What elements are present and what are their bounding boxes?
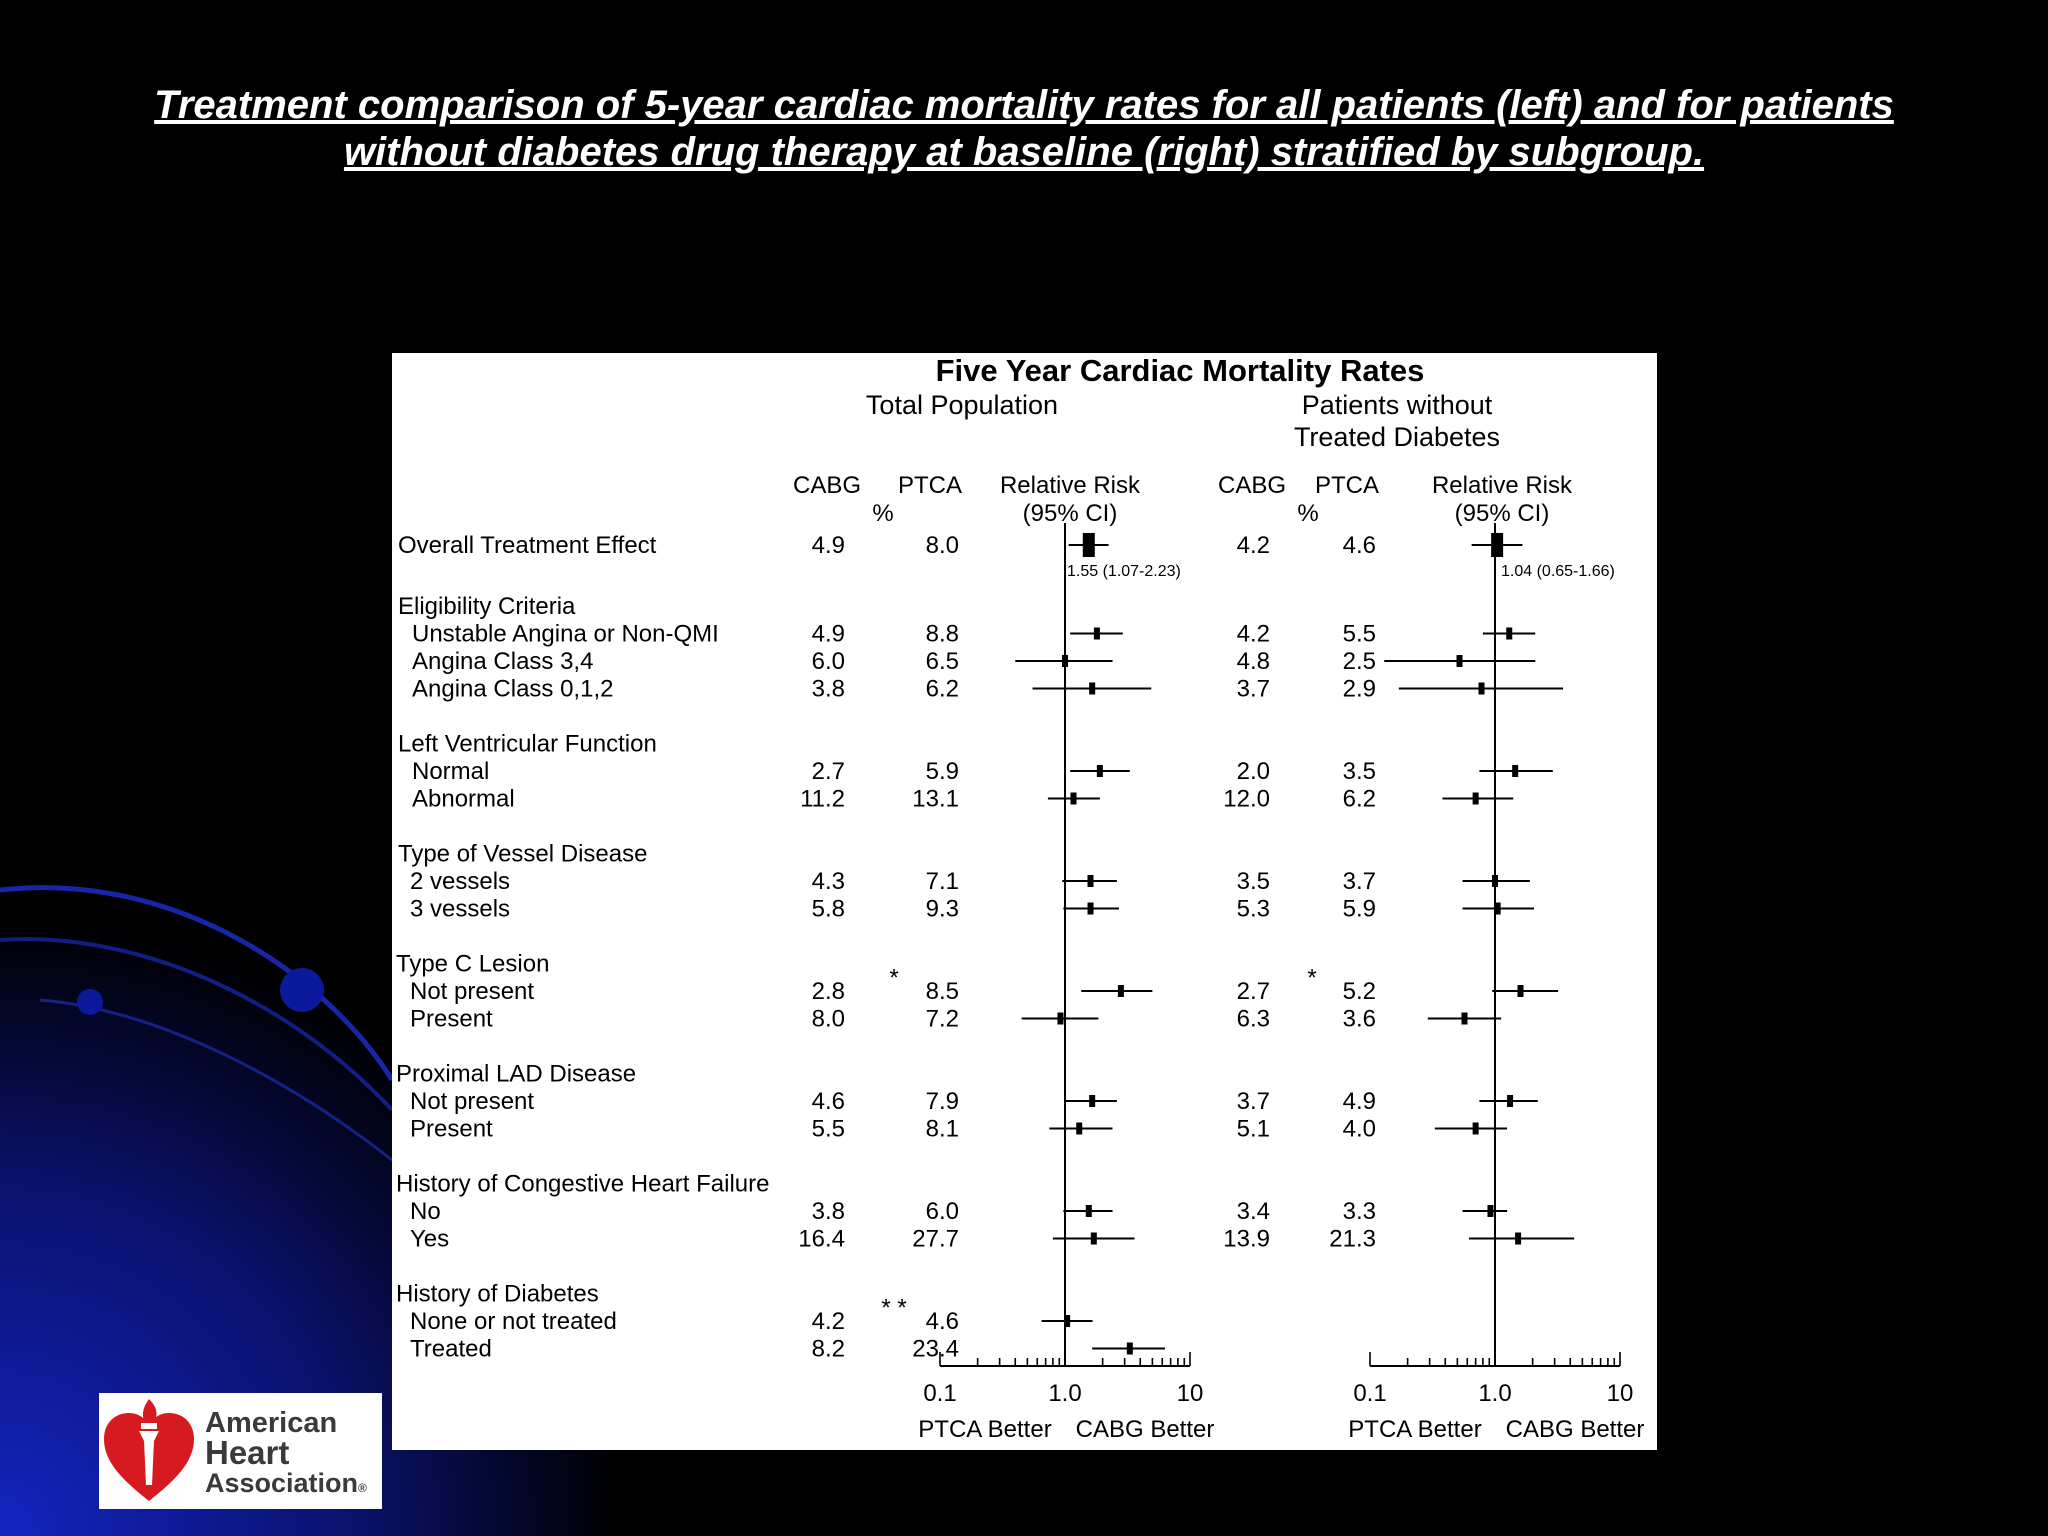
cabg-rate-value: 13.9 (1223, 1225, 1270, 1253)
subgroup-label: Present (410, 1115, 493, 1143)
cabg-rate-value: 3.8 (811, 675, 845, 703)
forest-plot-panel (392, 353, 1657, 1450)
column-header-cabg: CABG (792, 472, 862, 499)
column-header-ptca: PTCA (897, 472, 963, 499)
subgroup-label: Not present (410, 1088, 535, 1115)
subgroup-header: Type C Lesion (396, 950, 550, 978)
subgroup-header: Left Ventricular Function (398, 730, 657, 758)
point-estimate-marker (1094, 628, 1100, 640)
subgroup-label: 2 vessels (410, 868, 511, 895)
cabg-rate-value: 3.7 (1236, 1088, 1270, 1115)
tick-label: 10 (1606, 1380, 1634, 1407)
logo-line-3-text: Association (205, 1468, 359, 1498)
cabg-rate-value: 2.7 (811, 758, 845, 785)
point-estimate-marker (1479, 683, 1485, 695)
subgroup-header: Proximal LAD Disease (396, 1060, 637, 1088)
point-estimate-marker (1086, 1205, 1092, 1217)
ptca-rate-value: 4.0 (1342, 1115, 1376, 1143)
slide-title (60, 82, 1988, 176)
significance-marker: * (889, 964, 899, 992)
ptca-rate-value: 7.2 (925, 1005, 959, 1033)
point-estimate-marker (1089, 1095, 1095, 1107)
point-estimate-marker (1097, 765, 1103, 777)
point-estimate-marker (1461, 1013, 1467, 1025)
ptca-rate-value: 6.5 (925, 648, 959, 675)
point-estimate-marker (1457, 655, 1463, 667)
cabg-rate-value: 4.8 (1236, 648, 1270, 675)
cabg-rate-value: 5.1 (1236, 1115, 1270, 1143)
subgroup-header: History of Congestive Heart Failure (396, 1170, 770, 1198)
cabg-rate-value: 4.2 (811, 1308, 845, 1335)
cabg-rate-value: 5.3 (1236, 895, 1270, 923)
subgroup-label: Angina Class 0,1,2 (412, 675, 614, 703)
cabg-rate-value: 5.5 (811, 1115, 845, 1143)
torch-heart-icon (99, 1393, 199, 1509)
logo-wordmark (205, 1408, 367, 1503)
ptca-rate-value: 8.8 (925, 620, 959, 648)
subgroup-header: Eligibility Criteria (398, 593, 576, 620)
point-estimate-marker (1515, 1233, 1521, 1245)
forest-plot (392, 353, 1657, 1450)
ptca-rate-value: 23.4 (912, 1335, 959, 1363)
tick-label: 0.1 (1353, 1380, 1387, 1407)
subgroup-label: Angina Class 3,4 (412, 648, 594, 675)
subgroup-header: History of Diabetes (396, 1280, 599, 1308)
cabg-rate-value: 8.0 (811, 1005, 845, 1033)
ptca-rate-value: 3.6 (1342, 1005, 1376, 1033)
point-estimate-marker (1507, 1095, 1513, 1107)
overall-estimate-marker (1083, 533, 1095, 557)
point-estimate-marker (1518, 985, 1524, 997)
significance-marker: * * (881, 1294, 907, 1322)
overall-ci-label: 1.55 (1.07-2.23) (1067, 563, 1181, 580)
point-estimate-marker (1118, 985, 1124, 997)
cabg-rate-value: 2.0 (1236, 758, 1270, 785)
ptca-rate-value: 8.5 (925, 978, 959, 1005)
column-header-ci: (95% CI) (1022, 500, 1118, 527)
slide-title-line-2: without diabetes drug therapy at baseline (right) stratified by subgroup. (343, 130, 1705, 174)
point-estimate-marker (1127, 1343, 1133, 1355)
cabg-rate-value: 12.0 (1223, 785, 1270, 813)
panel-title: Total Population (865, 390, 1059, 420)
subgroup-label: Yes (410, 1225, 450, 1253)
point-estimate-marker (1512, 765, 1518, 777)
ptca-rate-value: 5.9 (925, 758, 959, 785)
cabg-rate-value: 4.3 (811, 868, 845, 895)
ptca-rate-value: 7.1 (925, 868, 959, 895)
cabg-rate-value: 16.4 (798, 1225, 845, 1253)
point-estimate-marker (1473, 793, 1479, 805)
ptca-rate-value: 4.6 (925, 1308, 959, 1335)
subgroup-header: Type of Vessel Disease (398, 840, 648, 868)
ptca-rate-value: 5.9 (1342, 895, 1376, 923)
column-header-percent: % (872, 500, 894, 527)
point-estimate-marker (1473, 1123, 1479, 1135)
column-header-relative-risk: Relative Risk (1431, 472, 1573, 499)
ptca-rate-value: 4.9 (1342, 1088, 1376, 1115)
xlabel-ptca-better: PTCA Better (918, 1416, 1052, 1443)
ptca-rate-value: 6.0 (925, 1198, 959, 1225)
ptca-rate-value: 13.1 (912, 785, 959, 813)
chart-title: Five Year Cardiac Mortality Rates (935, 353, 1425, 388)
subgroup-label: 3 vessels (410, 895, 511, 923)
ptca-rate-value: 3.7 (1342, 868, 1376, 895)
point-estimate-marker (1506, 628, 1512, 640)
cabg-rate-value: 8.2 (811, 1335, 845, 1363)
ptca-rate-value: 9.3 (925, 895, 959, 923)
point-estimate-marker (1071, 793, 1077, 805)
point-estimate-marker (1057, 1013, 1063, 1025)
panel-title: Patients without (1301, 390, 1493, 420)
subgroup-label: Not present (410, 978, 535, 1005)
point-estimate-marker (1487, 1205, 1493, 1217)
decor-dot (77, 989, 103, 1015)
column-header-ptca: PTCA (1314, 472, 1380, 499)
logo-line-2: Heart (205, 1434, 290, 1471)
overall-label: Overall Treatment Effect (398, 532, 657, 559)
point-estimate-marker (1088, 903, 1094, 915)
column-header-relative-risk: Relative Risk (999, 472, 1141, 499)
ptca-rate-value: 5.5 (1342, 620, 1376, 648)
ptca-rate-value: 3.5 (1342, 758, 1376, 785)
cabg-rate-value: 2.8 (811, 978, 845, 1005)
cabg-rate-value: 4.2 (1236, 532, 1270, 559)
subgroup-label: Treated (410, 1335, 492, 1363)
subgroup-label: Unstable Angina or Non-QMI (412, 620, 719, 648)
point-estimate-marker (1076, 1123, 1082, 1135)
subgroup-label: Present (410, 1005, 493, 1033)
overall-ci-label: 1.04 (0.65-1.66) (1501, 563, 1615, 580)
ptca-rate-value: 2.5 (1342, 648, 1376, 675)
subgroup-label: Abnormal (412, 785, 515, 813)
cabg-rate-value: 11.2 (800, 785, 845, 813)
ptca-rate-value: 5.2 (1342, 978, 1376, 1005)
overall-estimate-marker (1491, 533, 1503, 557)
cabg-rate-value: 4.6 (811, 1088, 845, 1115)
ptca-rate-value: 21.3 (1329, 1225, 1376, 1253)
cabg-rate-value: 6.0 (811, 648, 845, 675)
cabg-rate-value: 2.7 (1236, 978, 1270, 1005)
ptca-rate-value: 6.2 (1342, 785, 1376, 813)
ptca-rate-value: 27.7 (912, 1225, 959, 1253)
ptca-rate-value: 3.3 (1342, 1198, 1376, 1225)
cabg-rate-value: 4.9 (811, 620, 845, 648)
cabg-rate-value: 4.2 (1236, 620, 1270, 648)
tick-label: 1.0 (1048, 1380, 1082, 1407)
logo-line-1: American (205, 1407, 338, 1439)
column-header-cabg: CABG (1217, 472, 1287, 499)
cabg-rate-value: 3.4 (1236, 1198, 1270, 1225)
column-header-percent: % (1297, 500, 1319, 527)
logo-line-3 (205, 1468, 367, 1503)
cabg-rate-value: 6.3 (1236, 1005, 1270, 1033)
ptca-rate-value: 2.9 (1342, 675, 1376, 703)
panel-title: Treated Diabetes (1293, 422, 1501, 452)
tick-label: 1.0 (1478, 1380, 1512, 1407)
subgroup-label: None or not treated (410, 1308, 617, 1335)
ptca-rate-value: 7.9 (925, 1088, 959, 1115)
ptca-rate-value: 4.6 (1342, 532, 1376, 559)
subgroup-label: Normal (412, 758, 490, 785)
xlabel-cabg-better: CABG Better (1505, 1416, 1645, 1443)
ptca-rate-value: 8.0 (925, 532, 959, 559)
subgroup-label: No (410, 1198, 441, 1225)
cabg-rate-value: 3.8 (811, 1198, 845, 1225)
ptca-rate-value: 8.1 (925, 1115, 959, 1143)
cabg-rate-value: 5.8 (811, 895, 845, 923)
column-header-ci: (95% CI) (1454, 500, 1550, 527)
point-estimate-marker (1091, 1233, 1097, 1245)
ptca-rate-value: 6.2 (925, 675, 959, 703)
xlabel-ptca-better: PTCA Better (1348, 1416, 1482, 1443)
tick-label: 10 (1176, 1380, 1204, 1407)
tick-label: 0.1 (923, 1380, 957, 1407)
cabg-rate-value: 3.7 (1236, 675, 1270, 703)
registered-mark: ® (358, 1481, 367, 1495)
slide-title-line-1: Treatment comparison of 5-year cardiac mortality rates for all patients (left) and for patients (154, 83, 1894, 127)
aha-logo (99, 1393, 382, 1509)
cabg-rate-value: 3.5 (1236, 868, 1270, 895)
point-estimate-marker (1088, 875, 1094, 887)
xlabel-cabg-better: CABG Better (1075, 1416, 1215, 1443)
point-estimate-marker (1089, 683, 1095, 695)
cabg-rate-value: 4.9 (811, 532, 845, 559)
significance-marker: * (1307, 964, 1317, 992)
decor-dot (280, 968, 324, 1012)
